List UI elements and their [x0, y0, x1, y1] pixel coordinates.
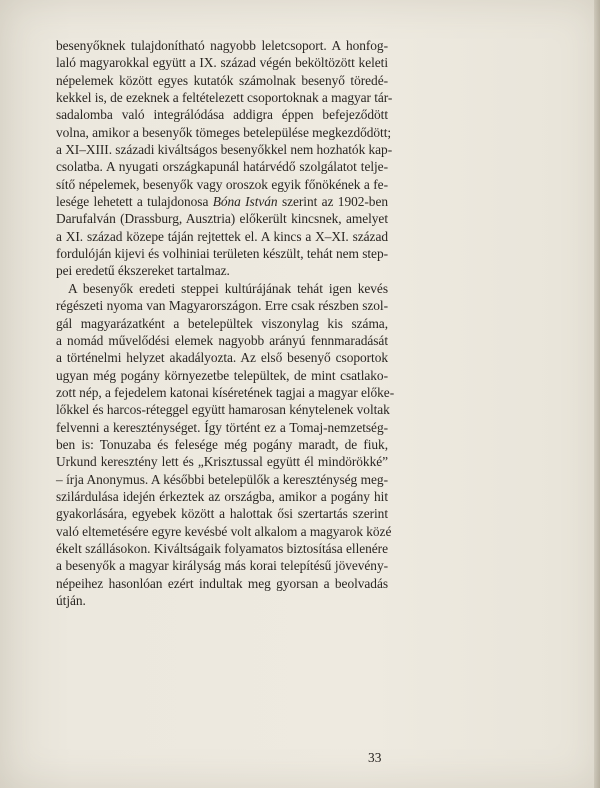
text-line: lőkkel és harcos-réteggel együtt hamarosan kénytelenek voltak: [56, 402, 390, 418]
page-number: 33: [368, 750, 382, 765]
text-line: a XI. század közepe táján rejtettek el. A kincs a X–XI. század: [56, 228, 388, 244]
text-line: csolatba. A nyugati országkapunál határvédő szolgálatot telje-: [56, 159, 388, 175]
text-line: ékelt szállásokon. Kiváltságaik folyamatos biztosítása ellenére: [56, 540, 388, 556]
page-binding-edge: [594, 0, 600, 788]
body-text: [56, 37, 395, 609]
text-line: gyakorlására, egyebek között a halottak ősi szertartás szerint: [56, 506, 388, 522]
text-line: való eltemetésére egyre kevésbé volt alkalom a magyarok közé: [56, 523, 392, 539]
text-fragment: szerint az 1902-ben: [277, 194, 388, 210]
text-line: Urkund keresztény lett és „Krisztussal együtt él mindörökké”: [56, 454, 388, 470]
text-line: gál magyarázatként a betelepültek viszonylag kis száma,: [56, 315, 388, 331]
text-line: Darufalván (Drassburg, Ausztria) előkerült kincsnek, amelyet: [56, 211, 388, 227]
text-line: besenyőknek tulajdonítható nagyobb leletcsoport. A honfog-: [56, 38, 388, 53]
text-line: fordulóján kijevi és volhiniai területen készült, tehát nem step-: [56, 246, 388, 262]
text-line: népelemek között egyes kutatók számolnak besenyő töredé-: [56, 72, 388, 88]
text-line: pei eredetű ékszereket tartalmaz.: [56, 263, 230, 279]
text-line: a besenyők a magyar királyság más korai telepítésű jövevény-: [56, 558, 388, 574]
text-line: útján.: [56, 593, 86, 608]
text-line-with-author: [56, 193, 388, 210]
author-name: Bóna István: [212, 194, 278, 210]
text-line: – írja Anonymus. A későbbi betelepülők a kereszténység meg-: [56, 471, 388, 487]
text-line: kekkel is, de ezeknek a feltételezett csoportoknak a magyar tár-: [56, 90, 393, 106]
text-line: laló magyarokkal együtt a IX. század végén beköltözött keleti: [56, 55, 388, 71]
text-line: a XI–XIII. századi kiváltságos besenyőkkel nem hozhatók kap-: [56, 142, 393, 158]
text-line: A besenyők eredeti steppei kultúrájának tehát igen kevés: [68, 280, 388, 296]
text-line: sítő népelemek, besenyők vagy oroszok egyik főnökének a fe-: [56, 176, 388, 192]
text-line: népeihez hasonlóan ezért indultak meg gyorsan a beolvadás: [56, 575, 388, 591]
text-line: régészeti nyoma van Magyarországon. Erre csak részben szol-: [56, 298, 388, 314]
text-line: volna, amikor a besenyők tömeges betelepülése megkezdődött;: [56, 124, 392, 140]
text-line: a nomád művelődési elemek nagyobb arányú fennmaradását: [56, 332, 388, 348]
text-line: szilárdulása idején érkeztek az országba, amikor a pogány hit: [56, 488, 388, 504]
text-line: felvenni a kereszténységet. Így történt ez a Tomaj-nemzetség-: [56, 419, 388, 435]
text-line: ben is: Tonuzaba és felesége még pogány maradt, de fiuk,: [56, 436, 388, 452]
text-line: sadalomba való integrálódása addigra éppen befejeződött: [56, 107, 388, 123]
text-line: zott nép, a fejedelem katonai kíséretének tagjai a magyar előke-: [56, 384, 395, 400]
text-line: a történelmi helyzet akadályozta. Az első besenyő csoportok: [56, 350, 388, 366]
text-fragment: lesége lehetett a tulajdonosa: [56, 194, 213, 210]
text-line: ugyan még pogány környezetbe települtek, de mint csatlako-: [56, 367, 388, 383]
